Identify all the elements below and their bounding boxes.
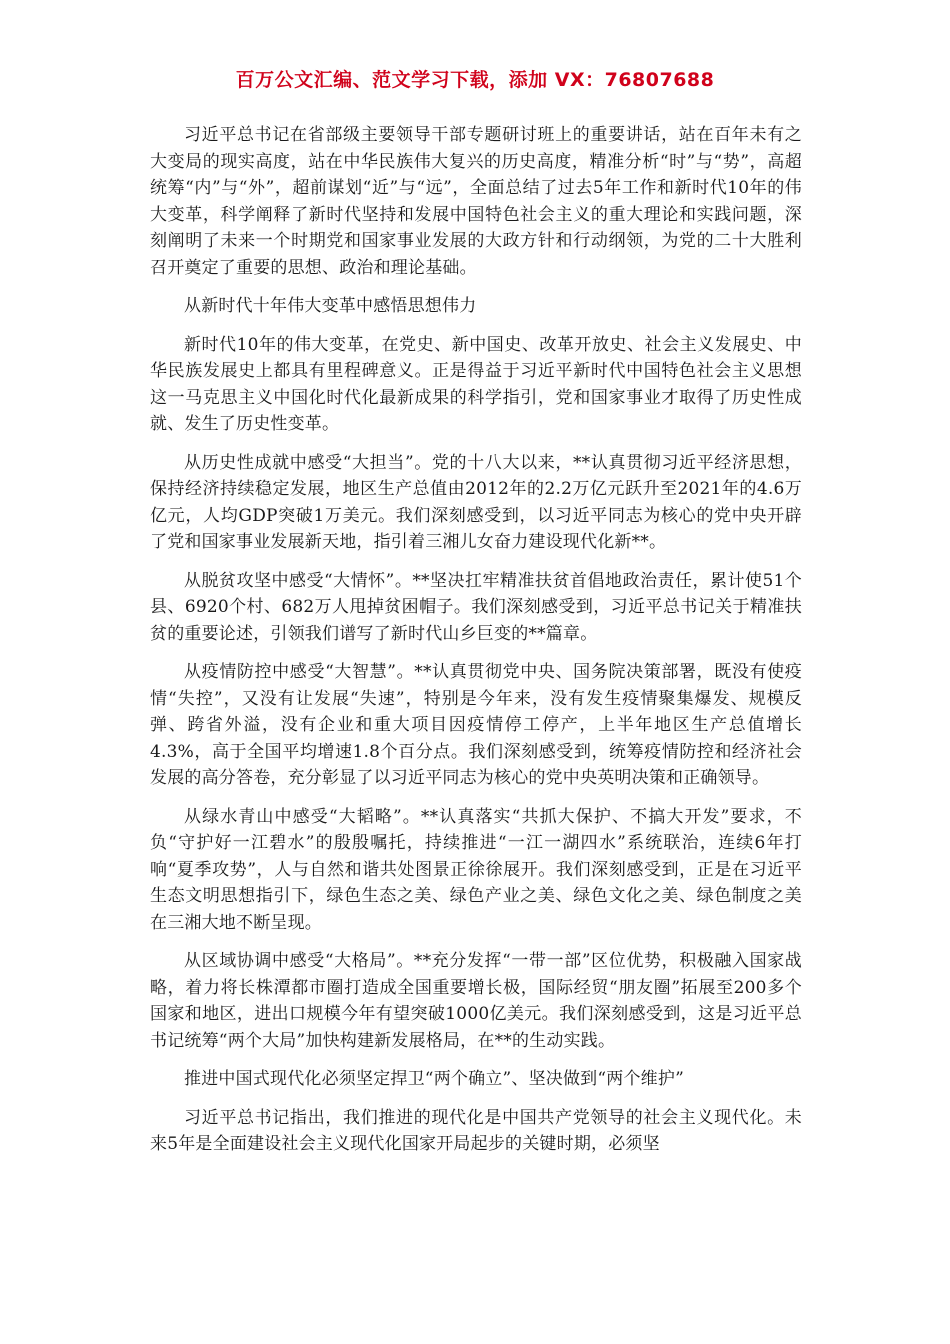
intro-paragraph: 习近平总书记在省部级主要领导干部专题研讨班上的重要讲话，站在百年未有之大变局的现实高度，站在中华民族伟大复兴的历史高度，精准分析“时”与“势”，高超统筹“内”与“外”，超前谋划“近”与“远”，全面总结了过去5年工作和新时代10年的伟大变革，科学阐释了新时代坚持和发展中国特色社会主义的重大理论和实践问题，深刻阐明了未来一个时期党和国家事业发展的大政方针和行动纲领，为党的二十大胜利召开奠定了重要的思想、政治和理论基础。 [150,125,802,278]
watermark-banner: 百万公文汇编、范文学习下载，添加 VX：76807688 [235,69,715,91]
body-paragraph: 从历史性成就中感受“大担当”。党的十八大以来，**认真贯彻习近平经济思想，保持经济持续稳定发展，地区生产总值由2012年的2.2万亿元跃升至2021年的4.6万亿元，人均GDP突破1万美元。我们深刻感受到，以习近平同志为核心的党中央开辟了党和国家事业发展新天地，指引着三湘儿女奋力建设现代化新**。 [150,452,802,552]
document-body [150,122,802,1170]
body-paragraph: 从绿水青山中感受“大韬略”。**认真落实“共抓大保护、不搞大开发”要求，不负“守护好一江碧水”的殷殷嘱托，持续推进“一江一湖四水”系统联治，连续6年打响“夏季攻势”，人与自然和谐共处图景正徐徐展开。我们深刻感受到，正是在习近平生态文明思想指引下，绿色生态之美、绿色产业之美、绿色文化之美、绿色制度之美在三湘大地不断呈现。 [150,806,802,933]
body-paragraph: 新时代10年的伟大变革，在党史、新中国史、改革开放史、社会主义发展史、中华民族发展史上都具有里程碑意义。正是得益于习近平新时代中国特色社会主义思想这一马克思主义中国化时代化最新成果的科学指引，党和国家事业才取得了历史性成就、发生了历史性变革。 [150,334,802,434]
section-heading-1: 从新时代十年伟大变革中感悟思想伟力 [184,296,477,316]
section-heading-2: 推进中国式现代化必须坚定捍卫“两个确立”、坚决做到“两个维护” [184,1069,684,1089]
body-paragraph: 从脱贫攻坚中感受“大情怀”。**坚决扛牢精准扶贫首倡地政治责任，累计使51个县、6920个村、682万人甩掉贫困帽子。我们深刻感受到，习近平总书记关于精准扶贫的重要论述，引领我们谱写了新时代山乡巨变的**篇章。 [150,570,802,644]
body-paragraph: 习近平总书记指出，我们推进的现代化是中国共产党领导的社会主义现代化。未来5年是全面建设社会主义现代化国家开局起步的关键时期，必须坚 [150,1107,802,1154]
body-paragraph: 从区域协调中感受“大格局”。**充分发挥“一带一部”区位优势，积极融入国家战略，着力将长株潭都市圈打造成全国重要增长极，国际经贸“朋友圈”拓展至200多个国家和地区，进出口规模今年有望突破1000亿美元。我们深刻感受到，这是习近平总书记统筹“两个大局”加快构建新发展格局，在**的生动实践。 [150,951,802,1051]
body-paragraph: 从疫情防控中感受“大智慧”。**认真贯彻党中央、国务院决策部署，既没有使疫情“失控”，又没有让发展“失速”，特别是今年来，没有发生疫情聚集爆发、规模反弹、跨省外溢，没有企业和重大项目因疫情停工停产，上半年地区生产总值增长4.3%，高于全国平均增速1.8个百分点。我们深刻感受到，统筹疫情防控和经济社会发展的高分答卷，充分彰显了以习近平同志为核心的党中央英明决策和正确领导。 [150,662,802,788]
